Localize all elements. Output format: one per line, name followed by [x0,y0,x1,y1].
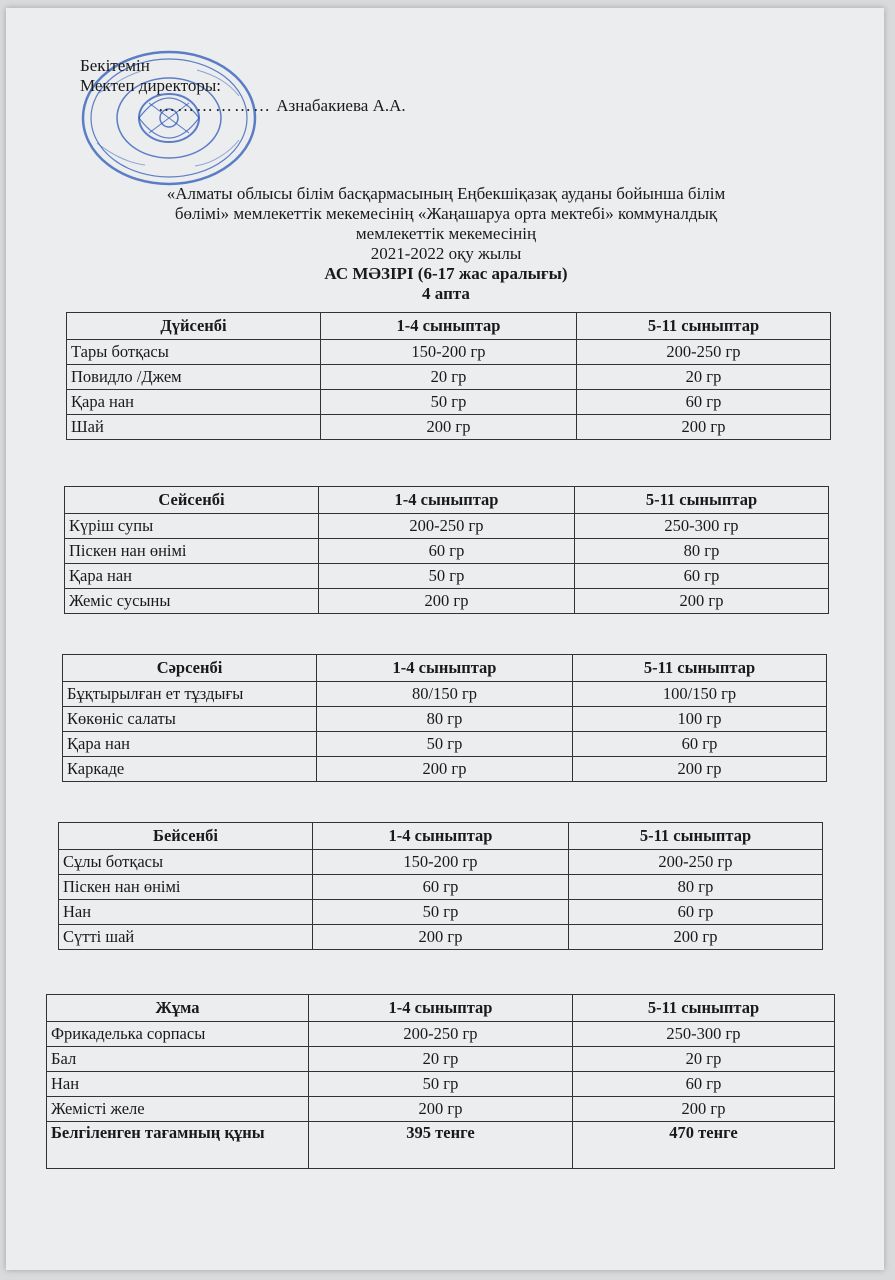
food-name: Фрикаделька сорпасы [47,1022,309,1047]
grade-5-11-header: 5-11 сыныптар [569,823,823,850]
food-name: Піскен нан өнімі [65,539,319,564]
week-label: 4 апта [422,284,470,303]
food-name: Бұқтырылған ет тұздығы [63,682,317,707]
academic-year: 2021-2022 оқу жылы [370,244,522,263]
portion-5-11: 60 гр [569,900,823,925]
table-row [67,340,831,365]
approval-signature-line: ……………… Азнабакиева А.А. [158,96,406,115]
portion-1-4: 200 гр [321,415,577,440]
portion-5-11: 20 гр [573,1047,835,1072]
portion-1-4: 80/150 гр [317,682,573,707]
portion-1-4: 20 гр [309,1047,573,1072]
menu-title: АС МӘЗІРІ (6-17 жас аралығы) [324,264,568,283]
food-name: Повидло /Джем [67,365,321,390]
day-header: Сейсенбі [65,487,319,514]
grade-1-4-header: 1-4 сыныптар [319,487,575,514]
table-row [65,589,829,614]
document-page [6,8,884,1270]
day-header: Бейсенбі [59,823,313,850]
table-row [67,415,831,440]
food-name: Жеміс сусыны [65,589,319,614]
food-name: Жемісті желе [47,1097,309,1122]
heading-line-1: «Алматы облысы білім басқармасының Еңбекшіқазақ ауданы бойынша білім [166,184,726,203]
portion-1-4: 50 гр [319,564,575,589]
table-row [47,1047,835,1072]
approval-position: Мектеп директоры: [80,76,221,95]
portion-1-4: 200 гр [313,925,569,950]
portion-5-11: 100/150 гр [573,682,827,707]
grade-1-4-header: 1-4 сыныптар [313,823,569,850]
table-row [59,900,823,925]
portion-5-11: 20 гр [577,365,831,390]
food-name: Сүтті шай [59,925,313,950]
portion-5-11: 200 гр [575,589,829,614]
menu-table-friday [46,994,835,1169]
food-name: Сұлы ботқасы [59,850,313,875]
portion-1-4: 200 гр [317,757,573,782]
table-row [63,682,827,707]
portion-1-4: 150-200 гр [321,340,577,365]
food-name: Көкөніс салаты [63,707,317,732]
table-row [63,732,827,757]
menu-table-thursday [58,822,823,950]
portion-5-11: 200-250 гр [569,850,823,875]
portion-5-11: 250-300 гр [573,1022,835,1047]
food-name: Қара нан [67,390,321,415]
day-header: Сәрсенбі [63,655,317,682]
document-heading [46,184,846,304]
portion-5-11: 200 гр [577,415,831,440]
portion-1-4: 150-200 гр [313,850,569,875]
heading-line-3: мемлекеттік мекемесінің [355,224,537,243]
table-row [47,1097,835,1122]
approval-block [80,56,406,116]
price-1-4: 395 тенге [309,1122,573,1169]
grade-5-11-header: 5-11 сыныптар [575,487,829,514]
day-header: Жұма [47,995,309,1022]
grade-5-11-header: 5-11 сыныптар [573,655,827,682]
portion-1-4: 20 гр [321,365,577,390]
food-name: Шай [67,415,321,440]
table-row [63,707,827,732]
food-name: Бал [47,1047,309,1072]
heading-line-2: бөлімі» мемлекеттік мекемесінің «Жаңашаруа орта мектебі» коммуналдық [174,204,718,223]
portion-5-11: 200 гр [573,757,827,782]
portion-5-11: 60 гр [573,1072,835,1097]
food-name: Қара нан [63,732,317,757]
table-header-row [63,655,827,682]
portion-5-11: 100 гр [573,707,827,732]
table-row [63,757,827,782]
food-name: Күріш супы [65,514,319,539]
grade-1-4-header: 1-4 сыныптар [309,995,573,1022]
table-row [59,875,823,900]
price-row [47,1122,835,1169]
day-header: Дүйсенбі [67,313,321,340]
price-5-11: 470 тенге [573,1122,835,1169]
portion-5-11: 250-300 гр [575,514,829,539]
food-name: Тары ботқасы [67,340,321,365]
table-row [67,365,831,390]
portion-5-11: 200-250 гр [577,340,831,365]
table-row [65,514,829,539]
menu-table-wednesday [62,654,827,782]
portion-5-11: 200 гр [569,925,823,950]
portion-5-11: 80 гр [569,875,823,900]
table-row [47,1022,835,1047]
portion-5-11: 80 гр [575,539,829,564]
grade-1-4-header: 1-4 сыныптар [321,313,577,340]
portion-1-4: 60 гр [319,539,575,564]
food-name: Нан [47,1072,309,1097]
table-row [59,850,823,875]
food-name: Піскен нан өнімі [59,875,313,900]
approval-heading: Бекітемін [80,56,150,75]
portion-1-4: 200 гр [309,1097,573,1122]
table-row [65,564,829,589]
portion-5-11: 60 гр [573,732,827,757]
table-header-row [47,995,835,1022]
food-name: Каркаде [63,757,317,782]
food-name: Нан [59,900,313,925]
portion-1-4: 50 гр [317,732,573,757]
approval-director-name: Азнабакиева А.А. [276,96,406,115]
price-label: Белгіленген тағамның құны [47,1122,309,1169]
menu-table-tuesday [64,486,829,614]
portion-1-4: 200 гр [319,589,575,614]
portion-1-4: 50 гр [309,1072,573,1097]
table-row [59,925,823,950]
grade-5-11-header: 5-11 сыныптар [573,995,835,1022]
portion-5-11: 60 гр [575,564,829,589]
menu-table-monday [66,312,831,440]
food-name: Қара нан [65,564,319,589]
portion-1-4: 200-250 гр [309,1022,573,1047]
portion-1-4: 80 гр [317,707,573,732]
portion-1-4: 50 гр [321,390,577,415]
portion-1-4: 60 гр [313,875,569,900]
portion-1-4: 200-250 гр [319,514,575,539]
grade-1-4-header: 1-4 сыныптар [317,655,573,682]
grade-5-11-header: 5-11 сыныптар [577,313,831,340]
portion-5-11: 60 гр [577,390,831,415]
table-header-row [67,313,831,340]
portion-1-4: 50 гр [313,900,569,925]
portion-5-11: 200 гр [573,1097,835,1122]
table-row [65,539,829,564]
table-header-row [65,487,829,514]
table-header-row [59,823,823,850]
table-row [67,390,831,415]
table-row [47,1072,835,1097]
